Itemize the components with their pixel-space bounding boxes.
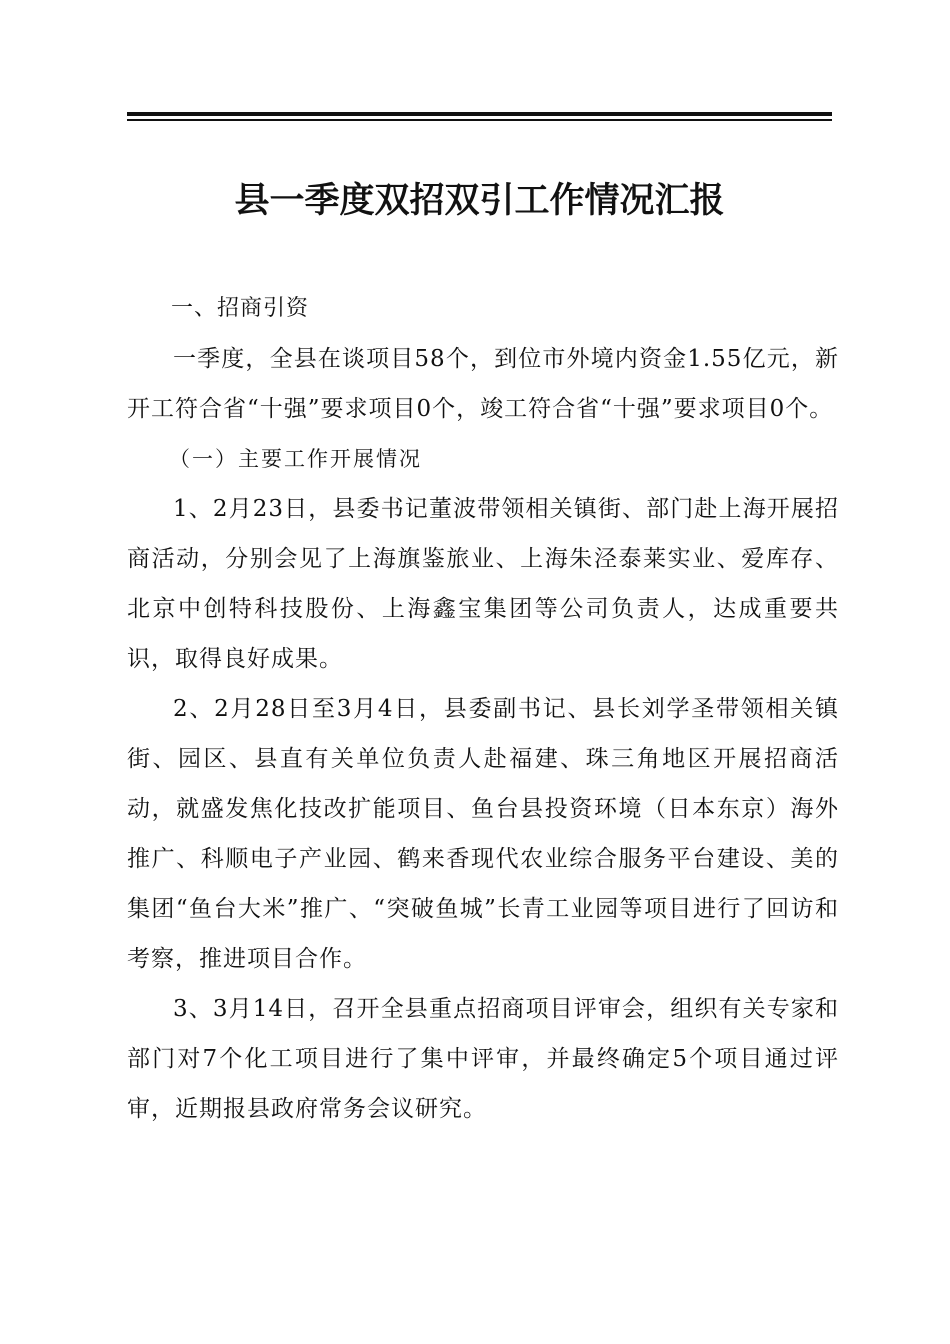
header-rule-thick [127, 112, 832, 116]
item-paragraph-3: 3、3月14日，召开全县重点招商项目评审会，组织有关专家和部门对7个化工项目进行了集中评审，并最终确定5个项目通过评审，近期报县政府常务会议研究。 [127, 996, 839, 1122]
header-rule-thin [127, 119, 832, 121]
subsection-heading: （一）主要工作开展情况 [169, 447, 422, 471]
item-paragraph-1: 1、2月23日，县委书记董波带领相关镇街、部门赴上海开展招商活动，分别会见了上海旗鉴旅业、上海朱泾泰莱实业、爱库存、北京中创特科技股份、上海鑫宝集团等公司负责人，达成重要共识，取得良好成果。 [127, 496, 839, 672]
section-heading: 一、招商引资 [171, 296, 310, 321]
document-title: 县一季度双招双引工作情况汇报 [234, 180, 725, 221]
item-paragraph-2: 2、2月28日至3月4日，县委副书记、县长刘学圣带领相关镇街、园区、县直有关单位负责人赴福建、珠三角地区开展招商活动，就盛发焦化技改扩能项目、鱼台县投资环境（日本东京）海外推广、科顺电子产业园、鹤来香现代农业综合服务平台建设、美的集团“鱼台大米”推广、“突破鱼城”长青工业园等项目进行了回访和考察，推进项目合作。 [127, 696, 839, 972]
intro-paragraph: 一季度，全县在谈项目58个，到位市外境内资金1.55亿元，新开工符合省“十强”要求项目0个，竣工符合省“十强”要求项目0个。 [127, 346, 839, 422]
document-body [127, 284, 839, 1134]
